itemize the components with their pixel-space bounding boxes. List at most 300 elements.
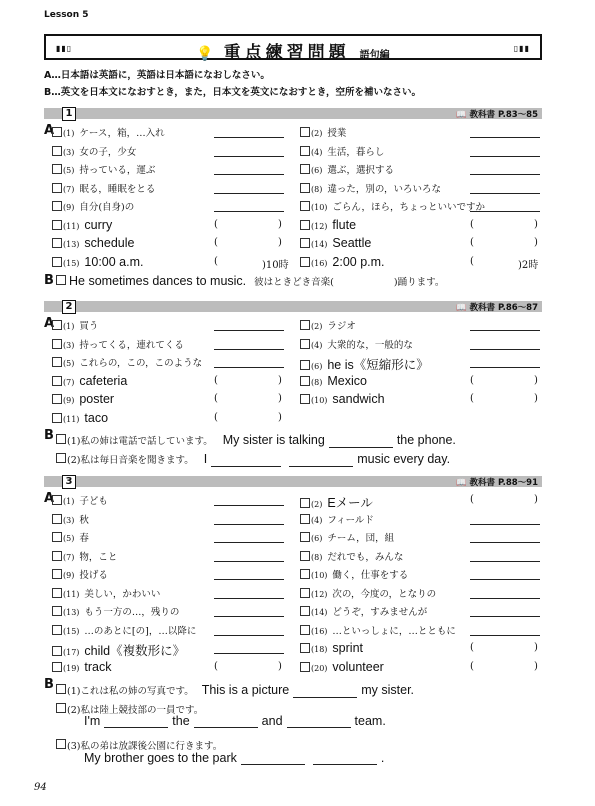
- question-number: (3): [63, 515, 75, 525]
- question-number: (9): [63, 571, 75, 580]
- answer-line[interactable]: [214, 137, 284, 138]
- answer-blank[interactable]: [222, 660, 274, 674]
- checkbox[interactable]: [52, 146, 62, 156]
- answer-blank[interactable]: [211, 454, 281, 467]
- question-number: (14): [311, 240, 328, 249]
- question-text: もう一方の…，残りの: [84, 607, 180, 618]
- checkbox[interactable]: [52, 532, 62, 542]
- answer-line[interactable]: [470, 137, 540, 138]
- open-paren: (: [470, 237, 474, 248]
- question-item: [300, 125, 346, 139]
- checkbox[interactable]: [52, 662, 62, 672]
- checkbox[interactable]: [300, 339, 310, 349]
- checkbox[interactable]: [52, 551, 62, 561]
- question-number: (17): [63, 648, 80, 657]
- b-english: [204, 452, 450, 466]
- question-item: [300, 604, 427, 618]
- answer-line[interactable]: [470, 616, 540, 617]
- question-text: 買う: [79, 321, 99, 332]
- answer-blank[interactable]: [329, 435, 393, 448]
- question-text: flute: [332, 217, 357, 232]
- checkbox[interactable]: [300, 376, 310, 386]
- open-paren: (: [214, 411, 218, 423]
- section-bar-3: [44, 476, 542, 487]
- question-number: (8): [311, 552, 323, 562]
- question-item: [52, 641, 185, 659]
- textbook-ref: [456, 301, 538, 313]
- answer-line[interactable]: [214, 598, 284, 599]
- question-text: Mexico: [327, 373, 367, 388]
- question-number: (2): [311, 129, 323, 138]
- b-japanese: 私は毎日音楽を聞きます。: [80, 455, 194, 466]
- question-item: [300, 586, 436, 600]
- question-number: (14): [311, 608, 328, 617]
- b-sentence: He sometimes dances to music.: [69, 274, 247, 288]
- textbook-ref-text: 教科書 P.83〜85: [469, 110, 538, 120]
- question-item: [300, 181, 441, 195]
- section-bar-1: [44, 108, 542, 119]
- answer-line[interactable]: [470, 635, 540, 636]
- checkbox[interactable]: [300, 662, 310, 672]
- checkbox[interactable]: [56, 684, 66, 694]
- close-paren: ): [278, 237, 282, 248]
- question-item: [52, 530, 89, 544]
- checkbox[interactable]: [300, 320, 310, 330]
- question-text: 春: [79, 533, 89, 544]
- question-text: チーム，団，組: [327, 533, 395, 544]
- b-translation: [254, 277, 444, 288]
- checkbox[interactable]: [300, 238, 310, 248]
- checkbox[interactable]: [56, 434, 66, 444]
- checkbox[interactable]: [52, 127, 62, 137]
- answer-blank[interactable]: [194, 715, 258, 728]
- close-paren: ): [534, 494, 538, 505]
- answer-blank[interactable]: [478, 218, 530, 232]
- checkbox[interactable]: [52, 257, 62, 267]
- question-text: …といっしょに，…とともに: [332, 625, 456, 637]
- answer-line[interactable]: [470, 561, 540, 562]
- checkbox[interactable]: [300, 569, 310, 579]
- question-text: track: [84, 659, 112, 674]
- question-number: (10): [311, 203, 328, 212]
- answer-blank[interactable]: [222, 218, 274, 232]
- book-icon: 📖: [455, 478, 470, 488]
- part-label: A: [44, 491, 55, 506]
- en-before: I: [203, 452, 208, 466]
- question-item: [300, 236, 371, 250]
- en-after: music every day.: [357, 452, 451, 466]
- question-number: (2): [311, 500, 323, 509]
- question-text: poster: [79, 392, 115, 406]
- en-before: My sister is talking: [222, 433, 325, 447]
- answer-blank[interactable]: [222, 374, 274, 388]
- question-text: 働く，仕事をする: [332, 570, 409, 581]
- question-text: 物，こと: [79, 551, 118, 563]
- question-item: [300, 218, 356, 232]
- question-item: [52, 162, 155, 176]
- question-number: (15): [63, 258, 80, 268]
- instruction-b: B…英文を日本文になおすとき，また，日本文を英文になおすとき，空所を補いなさい。: [44, 87, 421, 98]
- answer-line[interactable]: [214, 193, 284, 194]
- answer-line[interactable]: [214, 653, 284, 654]
- checkbox[interactable]: [300, 220, 310, 230]
- question-text: …のあとに[の]，…以降に: [84, 625, 197, 637]
- question-item: [52, 493, 108, 507]
- question-number: (10): [311, 571, 328, 580]
- question-text: sprint: [332, 641, 363, 655]
- en-part: I'm: [84, 714, 101, 728]
- checkbox[interactable]: [300, 498, 310, 508]
- textbook-ref: [456, 476, 538, 488]
- question-text: 美しい，かわいい: [84, 588, 161, 600]
- question-text: schedule: [84, 236, 135, 250]
- question-text: 10:00 a.m.: [84, 254, 144, 269]
- checkbox[interactable]: [52, 220, 62, 230]
- checkbox[interactable]: [52, 376, 62, 386]
- question-item: [300, 493, 373, 511]
- answer-line[interactable]: [214, 211, 284, 212]
- section-number: 3: [62, 475, 76, 489]
- question-item: [52, 604, 179, 618]
- question-text: だれでも，みんな: [327, 551, 404, 563]
- question-number: (19): [63, 663, 80, 673]
- question-item: [52, 236, 134, 250]
- open-paren: (: [214, 237, 218, 248]
- part-label: A: [44, 316, 55, 331]
- checkbox[interactable]: [300, 201, 310, 211]
- question-number: (2): [311, 322, 323, 331]
- en-part: the: [172, 714, 190, 728]
- question-number: (11): [63, 221, 80, 231]
- question-item: [300, 641, 363, 655]
- question-text: 持ってくる，連れてくる: [79, 339, 184, 351]
- answer-blank[interactable]: [478, 236, 530, 250]
- question-number: (11): [63, 414, 80, 424]
- close-paren: ): [278, 393, 282, 404]
- open-paren: (: [214, 255, 218, 267]
- question-text: Seattle: [332, 236, 372, 250]
- answer-blank[interactable]: [313, 752, 377, 765]
- checkbox[interactable]: [52, 588, 62, 598]
- checkbox[interactable]: [300, 532, 310, 542]
- answer-blank[interactable]: [478, 641, 530, 655]
- question-item: [300, 374, 367, 388]
- part-label: B: [44, 677, 54, 692]
- question-item: [52, 337, 184, 351]
- question-number: (4): [311, 340, 323, 350]
- question-number: (2): [67, 455, 81, 466]
- right-decoration: ▯▮▮: [513, 44, 530, 53]
- question-text: 自分(自身)の: [79, 202, 135, 213]
- open-paren: (: [470, 393, 474, 404]
- checkbox[interactable]: [52, 495, 62, 505]
- question-number: (1): [63, 497, 75, 506]
- answer-line[interactable]: [214, 561, 284, 562]
- question-number: (5): [63, 534, 75, 543]
- answer-line[interactable]: [214, 635, 284, 636]
- question-item: [300, 660, 384, 674]
- question-text: ラジオ: [327, 321, 356, 332]
- instruction-a: A…日本語は英語に，英語は日本語になおしなさい。: [44, 70, 270, 81]
- answer-blank[interactable]: [222, 392, 274, 406]
- answer-line[interactable]: [214, 616, 284, 617]
- question-item: [52, 374, 127, 388]
- question-text: 投げる: [79, 570, 108, 581]
- answer-blank[interactable]: [478, 392, 530, 406]
- checkbox[interactable]: [56, 275, 66, 285]
- page-title: [46, 38, 540, 63]
- question-text: 持っている，運ぶ: [79, 165, 156, 176]
- question-item: [52, 512, 89, 526]
- checkbox[interactable]: [52, 357, 62, 367]
- answer-line[interactable]: [214, 330, 284, 331]
- checkbox[interactable]: [300, 183, 310, 193]
- question-item: [300, 567, 408, 581]
- answer-blank[interactable]: [293, 685, 357, 698]
- question-item: [52, 255, 144, 269]
- en-part: team.: [354, 714, 386, 728]
- checkbox[interactable]: [300, 127, 310, 137]
- answer-blank[interactable]: [478, 493, 530, 507]
- question-item: [52, 125, 165, 139]
- close-paren: ): [278, 218, 282, 230]
- checkbox[interactable]: [52, 394, 62, 404]
- answer-blank[interactable]: [478, 374, 530, 388]
- checkbox[interactable]: [300, 643, 310, 653]
- question-number: (13): [63, 240, 80, 249]
- checkbox[interactable]: [300, 394, 310, 404]
- question-number: (16): [311, 258, 328, 268]
- close-paren: ): [534, 374, 538, 386]
- checkbox[interactable]: [300, 514, 310, 524]
- checkbox[interactable]: [52, 606, 62, 616]
- question-number: (1): [63, 129, 75, 138]
- close-paren: )2時: [518, 259, 539, 271]
- close-paren: ): [278, 660, 282, 672]
- question-number: (4): [311, 147, 323, 157]
- answer-line[interactable]: [470, 193, 540, 194]
- close-paren: ): [278, 411, 282, 423]
- lightbulb-icon: 💡: [196, 46, 214, 62]
- question-text: 選ぶ，選択する: [327, 165, 395, 176]
- b-japanese: 私の弟は放課後公園に行きます。: [80, 741, 223, 752]
- question-item: [300, 318, 356, 332]
- question-number: (2): [67, 705, 81, 716]
- question-text: どうぞ，すみませんが: [332, 607, 428, 618]
- checkbox[interactable]: [52, 201, 62, 211]
- answer-blank[interactable]: [287, 715, 351, 728]
- question-number: (4): [311, 515, 323, 525]
- checkbox[interactable]: [56, 703, 66, 713]
- question-number: (9): [63, 396, 75, 405]
- answer-line[interactable]: [214, 367, 284, 368]
- question-item: [52, 660, 112, 674]
- answer-line[interactable]: [214, 524, 284, 525]
- question-text: 女の子，少女: [79, 146, 137, 158]
- question-number: (9): [63, 203, 75, 212]
- checkbox[interactable]: [300, 588, 310, 598]
- answer-line[interactable]: [470, 367, 540, 368]
- checkbox[interactable]: [52, 320, 62, 330]
- close-paren: ): [534, 218, 538, 230]
- answer-line[interactable]: [470, 330, 540, 331]
- close-paren: ): [534, 393, 538, 404]
- b-question-row: [56, 448, 450, 467]
- en-after: .: [380, 751, 385, 765]
- section-number: 2: [62, 300, 76, 314]
- open-paren: (: [214, 374, 218, 386]
- checkbox[interactable]: [300, 360, 310, 370]
- lesson-label: Lesson 5: [44, 10, 89, 20]
- question-number: (6): [311, 166, 323, 175]
- b-japanese: 私の姉は電話で話しています。: [80, 436, 213, 447]
- answer-line[interactable]: [470, 174, 540, 175]
- question-number: (7): [63, 184, 75, 194]
- question-item: [300, 255, 385, 269]
- checkbox[interactable]: [52, 646, 62, 656]
- question-number: (1): [63, 322, 75, 331]
- checkbox[interactable]: [300, 606, 310, 616]
- question-item: [52, 623, 196, 637]
- en-before: This is a picture: [201, 683, 290, 697]
- answer-blank[interactable]: [241, 752, 305, 765]
- open-paren: (: [214, 393, 218, 404]
- question-number: (3): [67, 741, 81, 752]
- section-bar-2: [44, 301, 542, 312]
- title-text: 重点練習問題: [223, 43, 350, 63]
- question-text: 大衆的な，一般的な: [327, 339, 413, 351]
- answer-blank[interactable]: [222, 236, 274, 250]
- b-question-row: [56, 274, 444, 288]
- part-label: B: [44, 428, 54, 443]
- checkbox[interactable]: [52, 413, 62, 423]
- question-text: 授業: [327, 128, 347, 139]
- question-number: (11): [63, 589, 80, 599]
- part-label: B: [44, 273, 54, 288]
- answer-blank[interactable]: [222, 411, 274, 425]
- answer-line[interactable]: [470, 542, 540, 543]
- question-number: (3): [63, 147, 75, 157]
- question-text: 子ども: [79, 496, 108, 507]
- answer-line[interactable]: [470, 349, 540, 350]
- checkbox[interactable]: [300, 551, 310, 561]
- answer-line[interactable]: [470, 156, 540, 157]
- textbook-ref: [456, 108, 538, 120]
- answer-blank[interactable]: [104, 715, 168, 728]
- part-label: A: [44, 123, 55, 138]
- checkbox[interactable]: [52, 183, 62, 193]
- book-icon: 📖: [455, 110, 470, 120]
- question-item: [52, 392, 114, 406]
- question-text: volunteer: [332, 659, 384, 674]
- question-item: [52, 567, 108, 581]
- answer-line[interactable]: [470, 598, 540, 599]
- checkbox[interactable]: [300, 257, 310, 267]
- question-number: (8): [311, 377, 323, 387]
- b-question-row: [56, 429, 456, 448]
- b-english: [84, 751, 384, 765]
- question-text: 2:00 p.m.: [332, 254, 385, 269]
- question-number: (6): [311, 362, 323, 371]
- question-item: [52, 218, 112, 232]
- open-paren: (: [470, 255, 474, 267]
- question-text: これらの，この，このような: [79, 358, 203, 369]
- answer-blank[interactable]: [289, 454, 353, 467]
- question-number: (12): [311, 221, 328, 231]
- question-number: (18): [311, 645, 328, 654]
- question-item: [300, 337, 413, 351]
- answer-line[interactable]: [214, 542, 284, 543]
- question-item: [52, 411, 108, 425]
- left-decoration: ▮▮▯: [56, 44, 73, 53]
- question-number: (1): [67, 686, 81, 697]
- answer-line[interactable]: [214, 156, 284, 157]
- checkbox[interactable]: [52, 238, 62, 248]
- open-paren: (: [470, 374, 474, 386]
- close-paren: ): [534, 642, 538, 653]
- question-item: [300, 162, 394, 176]
- question-number: (3): [63, 340, 75, 350]
- question-number: (1): [67, 436, 81, 447]
- answer-line[interactable]: [214, 174, 284, 175]
- question-item: [52, 199, 134, 213]
- question-number: (13): [63, 608, 80, 617]
- close-paren: ): [278, 374, 282, 386]
- question-number: (16): [311, 626, 328, 636]
- question-item: [300, 199, 485, 213]
- checkbox[interactable]: [300, 146, 310, 156]
- checkbox[interactable]: [56, 739, 66, 749]
- question-number: (10): [311, 396, 328, 405]
- answer-line[interactable]: [214, 505, 284, 506]
- checkbox[interactable]: [300, 625, 310, 635]
- answer-line[interactable]: [470, 211, 540, 212]
- question-number: (5): [63, 166, 75, 175]
- b-english: [84, 714, 386, 728]
- textbook-ref-text: 教科書 P.88〜91: [469, 478, 538, 488]
- question-text: sandwich: [332, 392, 385, 406]
- question-number: (5): [63, 359, 75, 368]
- b-english: [202, 683, 414, 697]
- question-text: taco: [84, 410, 109, 425]
- checkbox[interactable]: [52, 339, 62, 349]
- checkbox[interactable]: [56, 453, 66, 463]
- b-ja-before: 彼はときどき音楽(: [254, 277, 334, 288]
- answer-line[interactable]: [214, 349, 284, 350]
- checkbox[interactable]: [52, 164, 62, 174]
- question-text: フィールド: [327, 514, 374, 526]
- question-item: [52, 181, 155, 195]
- question-item: [52, 549, 117, 563]
- question-number: (8): [311, 184, 323, 194]
- en-after: my sister.: [361, 683, 415, 697]
- answer-line[interactable]: [470, 579, 540, 580]
- question-text: 生活，暮らし: [327, 146, 385, 158]
- b-japanese: 私は陸上競技部の一員です。: [80, 705, 204, 716]
- checkbox[interactable]: [52, 569, 62, 579]
- answer-line[interactable]: [214, 579, 284, 580]
- checkbox[interactable]: [52, 625, 62, 635]
- answer-line[interactable]: [470, 524, 540, 525]
- question-text: he is《短縮形に》: [327, 358, 429, 372]
- question-number: (7): [63, 377, 75, 387]
- answer-blank[interactable]: [478, 660, 530, 674]
- checkbox[interactable]: [300, 164, 310, 174]
- question-number: (20): [311, 663, 328, 673]
- checkbox[interactable]: [52, 514, 62, 524]
- question-number: (6): [311, 534, 323, 543]
- question-text: Eメール: [327, 496, 373, 510]
